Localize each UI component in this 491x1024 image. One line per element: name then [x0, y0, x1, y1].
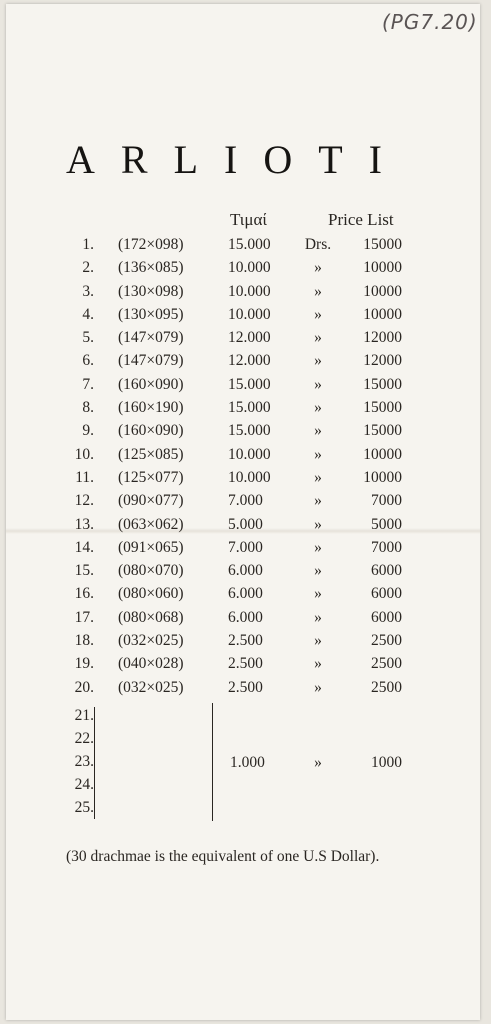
group-drs: » [314, 754, 322, 771]
row-number: 6. [82, 352, 94, 370]
row-dimensions: (080×070) [118, 562, 184, 580]
row-dimensions: (091×065) [118, 538, 184, 556]
row-dimensions: (136×085) [118, 259, 184, 277]
row-price: 6000 [371, 585, 402, 603]
row-currency: » [314, 515, 322, 533]
table-row [6, 679, 480, 702]
row-timai: 15.000 [228, 422, 271, 440]
row-price: 15000 [363, 236, 402, 253]
table-row [6, 399, 480, 422]
row-price: 10000 [363, 282, 402, 300]
row-dimensions: (130×095) [118, 305, 184, 323]
row-price: 15000 [363, 375, 402, 393]
currency-note: (30 drachmae is the equivalent of one U.S Dollar). [66, 848, 380, 865]
row-dimensions: (063×062) [118, 515, 184, 533]
row-timai: 15.000 [228, 236, 271, 253]
row-number: 17. [74, 608, 94, 626]
group-row-number: 24. [74, 776, 94, 793]
row-number: 14. [74, 538, 94, 556]
row-number: 20. [74, 678, 94, 696]
row-currency: » [314, 352, 322, 370]
row-price: 10000 [363, 305, 402, 323]
row-currency: » [314, 422, 322, 440]
row-dimensions: (147×079) [118, 329, 184, 347]
row-timai: 10.000 [228, 305, 271, 323]
row-currency: » [314, 632, 322, 650]
row-dimensions: (160×190) [118, 399, 184, 417]
row-timai: 2.500 [228, 678, 263, 696]
row-number: 11. [75, 468, 94, 486]
row-price: 5000 [371, 515, 402, 533]
row-timai: 12.000 [228, 329, 271, 347]
row-currency: » [314, 445, 322, 463]
row-dimensions: (032×025) [118, 632, 184, 650]
row-currency: » [314, 655, 322, 673]
row-number: 1. [82, 236, 94, 253]
row-timai: 2.500 [228, 655, 263, 673]
row-price: 10000 [363, 259, 402, 277]
group-row-number: 25. [74, 799, 94, 816]
row-timai: 10.000 [228, 468, 271, 486]
row-dimensions: (080×060) [118, 585, 184, 603]
table-row [6, 283, 480, 306]
row-dimensions: (130×098) [118, 282, 184, 300]
row-number: 9. [82, 422, 94, 440]
table-row [6, 259, 480, 282]
grouped-items [6, 701, 480, 821]
row-price: 10000 [363, 468, 402, 486]
row-number: 2. [82, 259, 94, 277]
row-number: 12. [74, 492, 94, 510]
row-number: 16. [74, 585, 94, 603]
row-number: 4. [82, 305, 94, 323]
row-dimensions: (160×090) [118, 422, 184, 440]
row-currency: » [314, 585, 322, 603]
table-row [6, 446, 480, 469]
row-timai: 12.000 [228, 352, 271, 370]
row-currency: » [314, 329, 322, 347]
row-price: 6000 [371, 562, 402, 580]
table-row [6, 539, 480, 562]
row-number: 7. [82, 375, 94, 393]
header-price-list: Price List [328, 210, 394, 229]
row-dimensions: (125×085) [118, 445, 184, 463]
handwritten-note: (PG7.20) [382, 10, 478, 34]
row-price: 2500 [371, 678, 402, 696]
row-timai: 10.000 [228, 445, 271, 463]
row-timai: 6.000 [228, 608, 263, 626]
table-row [6, 655, 480, 678]
price-list-sheet [6, 4, 480, 1020]
row-dimensions: (125×077) [118, 468, 184, 486]
row-currency: » [314, 282, 322, 300]
row-currency: » [314, 259, 322, 277]
row-dimensions: (090×077) [118, 492, 184, 510]
row-price: 2500 [371, 655, 402, 673]
row-price: 10000 [363, 445, 402, 463]
table-row [6, 236, 480, 259]
row-number: 18. [74, 632, 94, 650]
row-price: 12000 [363, 329, 402, 347]
table-row [6, 422, 480, 445]
row-currency: » [314, 538, 322, 556]
group-timai: 1.000 [230, 754, 265, 771]
row-timai: 7.000 [228, 492, 263, 510]
table-row [6, 352, 480, 375]
row-timai: 15.000 [228, 399, 271, 417]
row-currency: » [314, 305, 322, 323]
row-price: 12000 [363, 352, 402, 370]
row-currency: » [314, 492, 322, 510]
table-row [6, 632, 480, 655]
row-timai: 10.000 [228, 282, 271, 300]
row-number: 5. [82, 329, 94, 347]
row-currency: » [314, 399, 322, 417]
row-number: 3. [82, 282, 94, 300]
row-currency: » [314, 608, 322, 626]
row-currency: » [314, 468, 322, 486]
row-currency: » [314, 562, 322, 580]
row-number: 15. [74, 562, 94, 580]
row-timai: 2.500 [228, 632, 263, 650]
row-dimensions: (032×025) [118, 678, 184, 696]
table-row [6, 469, 480, 492]
row-timai: 15.000 [228, 375, 271, 393]
table-row [6, 562, 480, 585]
table-row [6, 609, 480, 632]
table-row [6, 585, 480, 608]
row-dimensions: (040×028) [118, 655, 184, 673]
row-price: 6000 [371, 608, 402, 626]
row-currency: » [314, 375, 322, 393]
group-row-number: 21. [74, 707, 94, 724]
table-row [6, 516, 480, 539]
group-price: 1000 [371, 754, 402, 771]
row-dimensions: (147×079) [118, 352, 184, 370]
right-bracket [212, 703, 217, 821]
group-row-number: 23. [74, 753, 94, 770]
row-number: 19. [74, 655, 94, 673]
row-number: 8. [82, 399, 94, 417]
row-price: 15000 [363, 422, 402, 440]
row-price: 7000 [371, 538, 402, 556]
row-number: 10. [74, 445, 94, 463]
row-price: 2500 [371, 632, 402, 650]
row-timai: 7.000 [228, 538, 263, 556]
row-dimensions: (080×068) [118, 608, 184, 626]
row-number: 13. [74, 515, 94, 533]
row-price: 15000 [363, 399, 402, 417]
row-timai: 5.000 [228, 515, 263, 533]
row-currency: Drs. [304, 236, 332, 253]
row-price: 7000 [371, 492, 402, 510]
row-timai: 6.000 [228, 562, 263, 580]
page-title: ARLIOTI [66, 137, 408, 182]
row-currency: » [314, 678, 322, 696]
table-row [6, 329, 480, 352]
group-row-number: 22. [74, 730, 94, 747]
table-row [6, 306, 480, 329]
header-timai: Τιμαί [230, 210, 267, 229]
row-dimensions: (160×090) [118, 375, 184, 393]
table-row [6, 492, 480, 515]
row-timai: 10.000 [228, 259, 271, 277]
price-table [6, 236, 480, 702]
table-row [6, 376, 480, 399]
row-dimensions: (172×098) [118, 236, 184, 253]
row-timai: 6.000 [228, 585, 263, 603]
